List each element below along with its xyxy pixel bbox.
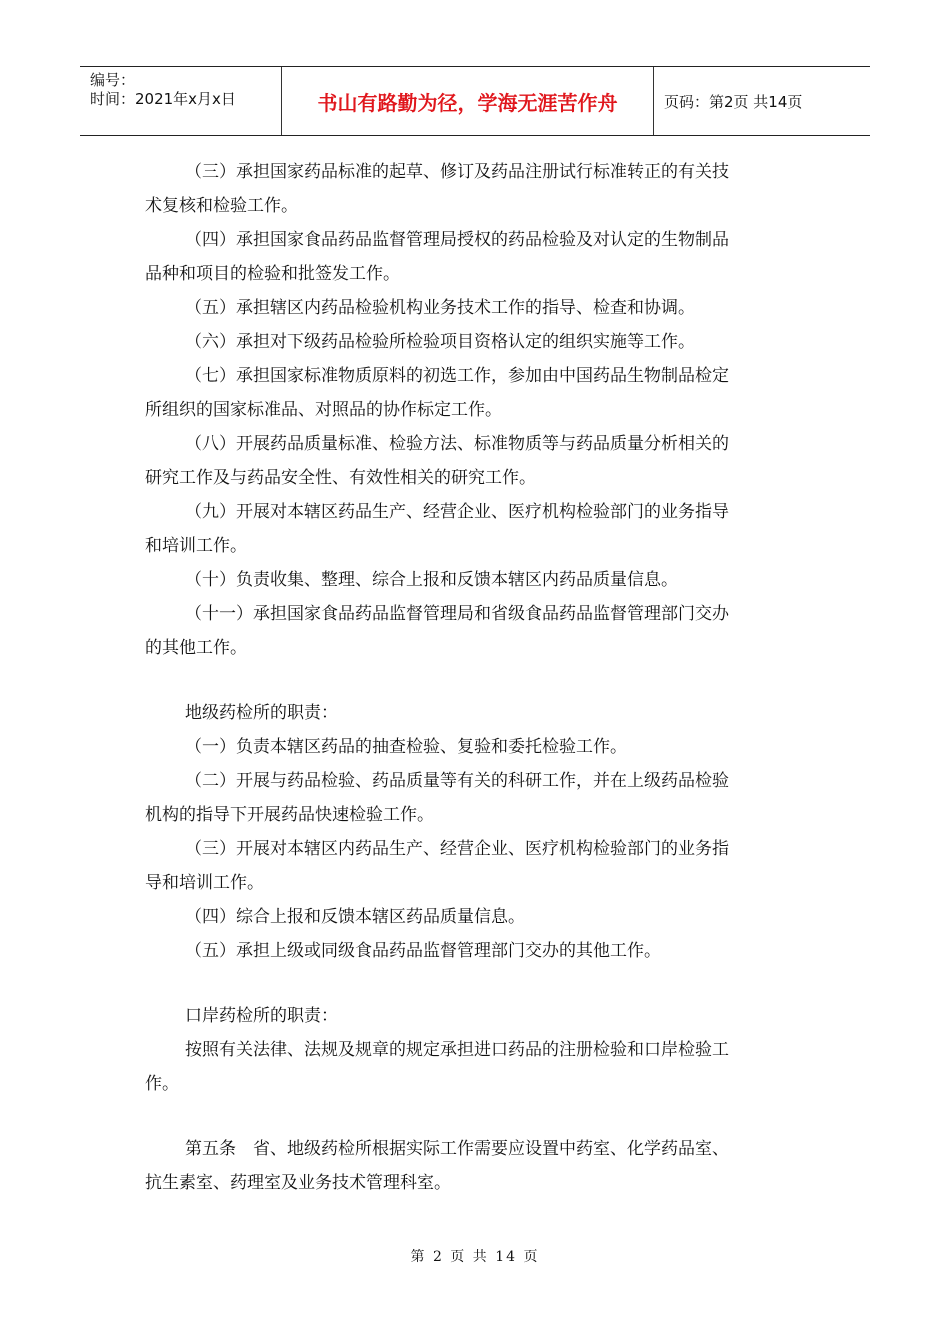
document-body	[145, 155, 800, 1200]
paragraph	[145, 730, 800, 764]
text-line: 研究工作及与药品安全性、有效性相关的研究工作。	[145, 468, 536, 488]
text-line: 作。	[145, 1074, 179, 1094]
paragraph-gap	[145, 1101, 800, 1132]
paragraph-gap	[145, 665, 800, 696]
text-line: （三）开展对本辖区内药品生产、经营企业、医疗机构检验部门的业务指	[185, 839, 729, 859]
paragraph	[145, 223, 800, 291]
paragraph	[145, 563, 800, 597]
text-line: 按照有关法律、法规及规章的规定承担进口药品的注册检验和口岸检验工	[185, 1040, 729, 1060]
paragraph	[145, 696, 800, 730]
paragraph	[145, 999, 800, 1033]
paragraph	[145, 359, 800, 427]
text-line: 导和培训工作。	[145, 873, 264, 893]
text-line: （六）承担对下级药品检验所检验项目资格认定的组织实施等工作。	[185, 332, 695, 352]
text-line: 的其他工作。	[145, 638, 247, 658]
text-line: 和培训工作。	[145, 536, 247, 556]
paragraph	[145, 900, 800, 934]
text-line: （五）承担辖区内药品检验机构业务技术工作的指导、检查和协调。	[185, 298, 695, 318]
paragraph	[145, 155, 800, 223]
paragraph	[145, 427, 800, 495]
paragraph	[145, 764, 800, 832]
paragraph	[145, 597, 800, 665]
paragraph	[145, 325, 800, 359]
text-line: （三）承担国家药品标准的起草、修订及药品注册试行标准转正的有关技	[185, 162, 729, 182]
header-meta	[80, 67, 282, 135]
text-line: 口岸药检所的职责：	[185, 1006, 338, 1026]
paragraph	[145, 1132, 800, 1200]
text-line: （四）综合上报和反馈本辖区药品质量信息。	[185, 907, 525, 927]
text-line: （二）开展与药品检验、药品质量等有关的科研工作，并在上级药品检验	[185, 771, 729, 791]
code-label: 编号：	[90, 71, 136, 89]
paragraph	[145, 832, 800, 900]
text-line: （十）负责收集、整理、综合上报和反馈本辖区内药品质量信息。	[185, 570, 678, 590]
header-motto: 书山有路勤为径，学海无涯苦作舟	[282, 67, 654, 135]
text-line: （五）承担上级或同级食品药品监督管理部门交办的其他工作。	[185, 941, 661, 961]
paragraph	[145, 291, 800, 325]
paragraph	[145, 1033, 800, 1101]
text-line: （四）承担国家食品药品监督管理局授权的药品检验及对认定的生物制品	[185, 230, 729, 250]
text-line: 品种和项目的检验和批签发工作。	[145, 264, 400, 284]
text-line: 地级药检所的职责：	[185, 703, 338, 723]
text-line: 抗生素室、药理室及业务技术管理科室。	[145, 1173, 451, 1193]
text-line: 第五条 省、地级药检所根据实际工作需要应设置中药室、化学药品室、	[185, 1139, 729, 1159]
page-footer: 第 2 页 共 14 页	[410, 1249, 540, 1265]
text-line: 机构的指导下开展药品快速检验工作。	[145, 805, 434, 825]
text-line: （八）开展药品质量标准、检验方法、标准物质等与药品质量分析相关的	[185, 434, 729, 454]
paragraph	[145, 495, 800, 563]
text-line: （十一）承担国家食品药品监督管理局和省级食品药品监督管理部门交办	[185, 604, 729, 624]
paragraph	[145, 934, 800, 968]
text-line: （一）负责本辖区药品的抽查检验、复验和委托检验工作。	[185, 737, 627, 757]
text-line: 术复核和检验工作。	[145, 196, 298, 216]
header-page-info: 页码：第2页 共14页	[664, 92, 803, 111]
document-header	[80, 66, 870, 136]
text-line: 所组织的国家标准品、对照品的协作标定工作。	[145, 400, 502, 420]
text-line: （九）开展对本辖区药品生产、经营企业、医疗机构检验部门的业务指导	[185, 502, 729, 522]
paragraph-gap	[145, 968, 800, 999]
time-label: 时间：2021年x月x日	[90, 90, 236, 108]
text-line: （七）承担国家标准物质原料的初选工作，参加由中国药品生物制品检定	[185, 366, 729, 386]
